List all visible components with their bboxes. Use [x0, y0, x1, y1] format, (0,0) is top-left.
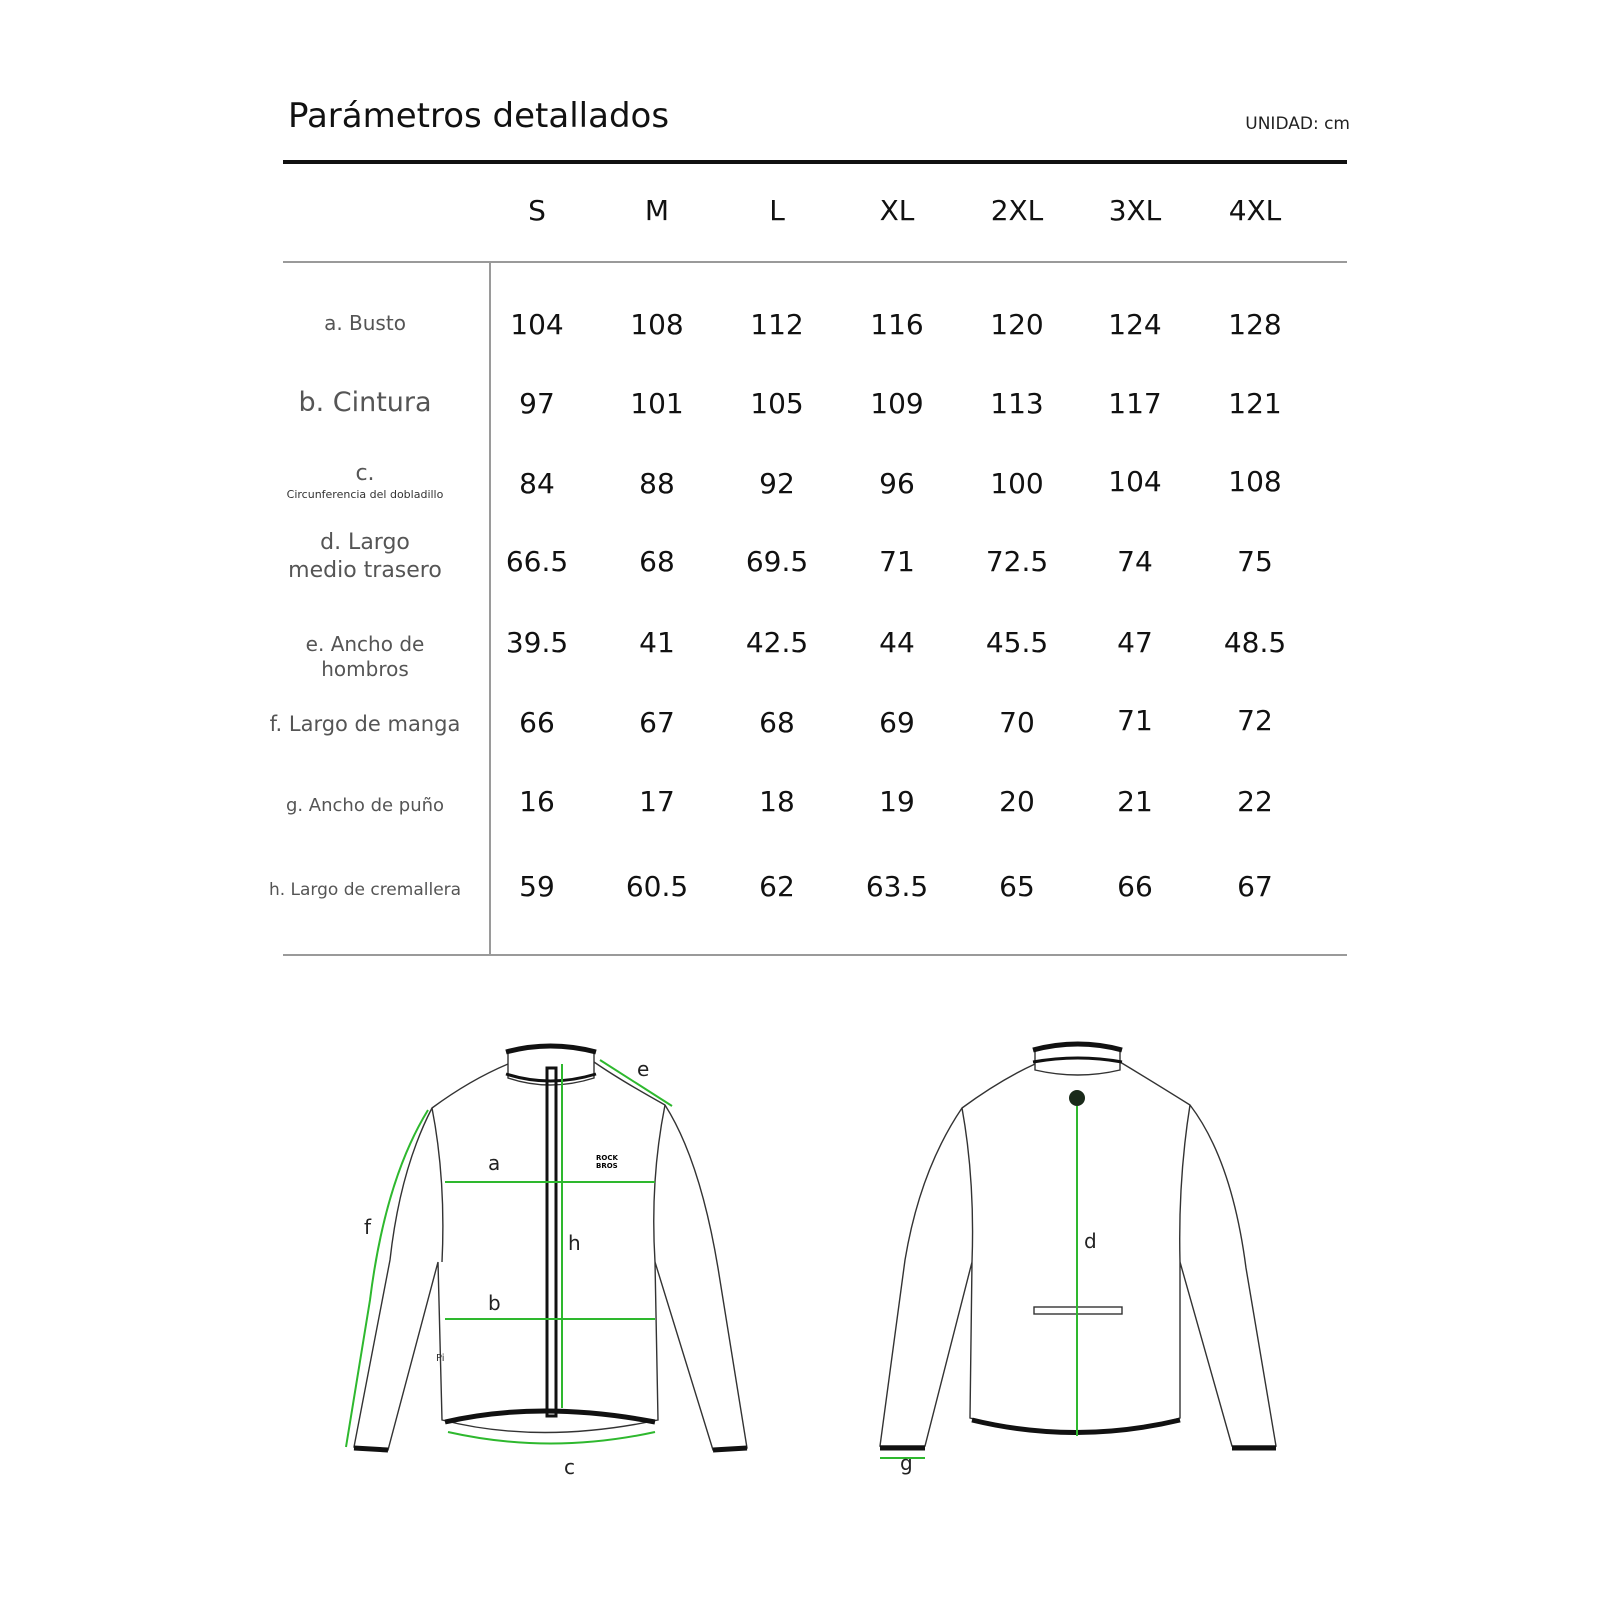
table-cell: 74: [1117, 545, 1153, 578]
table-cell: 65: [999, 870, 1035, 903]
row-label-busto: a. Busto: [324, 311, 406, 335]
back-collar-rib: [1033, 1044, 1122, 1050]
measure-c-label: c: [564, 1455, 575, 1479]
measure-h-label: h: [568, 1231, 581, 1255]
front-collar-rib-lower: [506, 1074, 596, 1081]
table-cell: 124: [1108, 308, 1162, 341]
table-cell: 17: [639, 785, 675, 818]
table-cell: 42.5: [745, 626, 809, 659]
front-right-cuff: [713, 1448, 747, 1450]
stray-text: Pi: [436, 1353, 445, 1364]
row-label-manga: f. Largo de manga: [269, 712, 461, 736]
table-cell: 66: [1117, 870, 1153, 903]
table-cell: 18: [759, 785, 795, 818]
brand-logo-line2: BROS: [596, 1162, 618, 1170]
zipper: [547, 1068, 556, 1416]
unit-label: UNIDAD: cm: [1245, 114, 1350, 134]
header-divider: [283, 261, 1347, 263]
front-collar-rib: [506, 1046, 596, 1052]
table-cell: 44: [879, 626, 915, 659]
brand-logo-line1: ROCK: [596, 1154, 618, 1162]
row-label-cremallera: h. Largo de cremallera: [268, 880, 462, 900]
size-header-s: S: [528, 194, 546, 227]
table-cell: 66: [519, 706, 555, 739]
table-cell: 60.5: [625, 870, 689, 903]
table-cell: 121: [1228, 387, 1282, 420]
table-cell: 88: [639, 467, 675, 500]
table-cell: 45.5: [985, 626, 1049, 659]
size-header-3xl: 3XL: [1108, 194, 1162, 227]
top-rule: [283, 160, 1347, 164]
measure-g-label: g: [900, 1451, 913, 1475]
table-cell: 84: [519, 467, 555, 500]
table-cell: 97: [519, 387, 555, 420]
table-cell: 108: [1228, 465, 1282, 498]
table-cell: 72.5: [985, 545, 1049, 578]
table-cell: 41: [639, 626, 675, 659]
measure-e-label: e: [637, 1057, 650, 1081]
row-label-largo-line1: d. Largo: [320, 530, 410, 555]
page-title: Parámetros detallados: [288, 96, 670, 136]
row-label-hombros: e. Ancho de hombros: [305, 632, 425, 681]
row-label-puno: g. Ancho de puño: [285, 795, 445, 816]
front-jacket-outline: [354, 1045, 747, 1450]
row-label-cintura: b. Cintura: [298, 387, 432, 418]
size-header-l: L: [769, 194, 785, 227]
table-cell: 108: [630, 308, 684, 341]
size-header-2xl: 2XL: [990, 194, 1044, 227]
size-header-m: M: [644, 194, 670, 227]
table-cell: 20: [999, 785, 1035, 818]
table-cell: 70: [999, 706, 1035, 739]
table-cell: 116: [870, 308, 924, 341]
table-cell: 104: [510, 308, 564, 341]
table-cell: 71: [1117, 704, 1153, 737]
table-cell: 105: [750, 387, 804, 420]
front-left-cuff: [354, 1448, 388, 1450]
back-logo-icon: [1069, 1090, 1085, 1106]
table-cell: 68: [639, 545, 675, 578]
measure-c-line: [448, 1432, 655, 1444]
table-cell: 66.5: [505, 545, 569, 578]
table-cell: 16: [519, 785, 555, 818]
table-cell: 68: [759, 706, 795, 739]
table-cell: 48.5: [1223, 626, 1287, 659]
table-cell: 67: [1237, 870, 1273, 903]
back-collar-rib-lower: [1033, 1058, 1122, 1062]
table-cell: 96: [879, 467, 915, 500]
table-cell: 21: [1117, 785, 1153, 818]
size-header-4xl: 4XL: [1228, 194, 1282, 227]
table-cell: 120: [990, 308, 1044, 341]
table-cell: 112: [750, 308, 804, 341]
jacket-diagrams: [0, 1020, 1600, 1500]
table-cell: 104: [1108, 465, 1162, 498]
table-cell: 69: [879, 706, 915, 739]
table-cell: 59: [519, 870, 555, 903]
measure-f-label: f: [364, 1215, 372, 1239]
table-cell: 72: [1237, 704, 1273, 737]
table-cell: 113: [990, 387, 1044, 420]
row-label-dobladillo: [260, 460, 470, 501]
table-cell: 63.5: [865, 870, 929, 903]
bottom-rule: [283, 954, 1347, 956]
table-cell: 22: [1237, 785, 1273, 818]
table-cell: 75: [1237, 545, 1273, 578]
measure-a-label: a: [488, 1151, 501, 1175]
measure-e-line: [600, 1060, 672, 1106]
table-cell: 39.5: [505, 626, 569, 659]
table-cell: 69.5: [745, 545, 809, 578]
table-cell: 19: [879, 785, 915, 818]
row-label-largo-line2: medio trasero: [288, 557, 442, 583]
row-label-largo-medio: [260, 529, 470, 584]
table-cell: 92: [759, 467, 795, 500]
table-cell: 128: [1228, 308, 1282, 341]
label-column-divider: [489, 262, 491, 956]
table-cell: 101: [630, 387, 684, 420]
row-label-dobladillo-text: Circunferencia del dobladillo: [286, 487, 444, 501]
measure-d-label: d: [1084, 1229, 1097, 1253]
table-cell: 71: [879, 545, 915, 578]
row-label-dobladillo-letter: c.: [355, 461, 375, 486]
table-cell: 62: [759, 870, 795, 903]
table-cell: 117: [1108, 387, 1162, 420]
table-cell: 109: [870, 387, 924, 420]
table-cell: 47: [1117, 626, 1153, 659]
measure-b-label: b: [488, 1291, 501, 1315]
size-header-xl: XL: [879, 194, 915, 227]
table-cell: 100: [990, 467, 1044, 500]
table-cell: 67: [639, 706, 675, 739]
